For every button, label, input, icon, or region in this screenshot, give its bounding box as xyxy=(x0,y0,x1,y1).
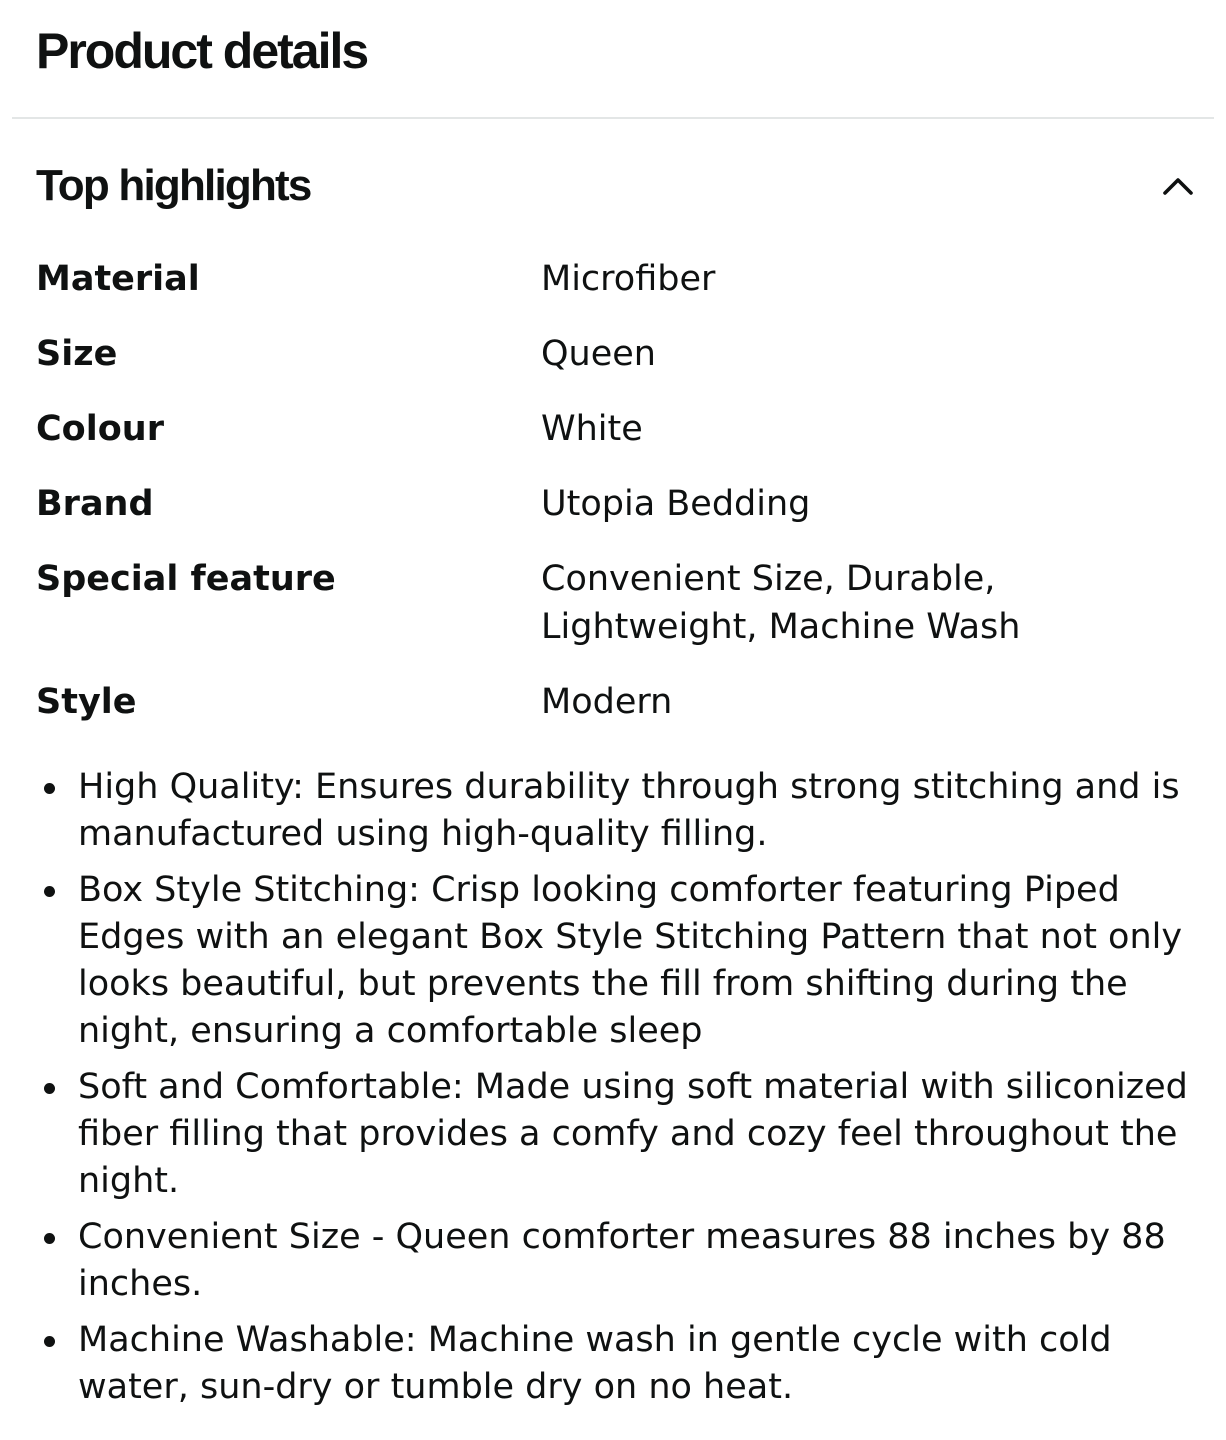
highlights-bullet-list xyxy=(78,764,1203,1420)
spec-row xyxy=(36,405,1196,480)
spec-row xyxy=(36,555,1196,678)
section-title: Top highlights xyxy=(36,161,311,210)
spec-value: Queen xyxy=(541,334,656,374)
spec-value: Convenient Size, Durable, Lightweight, Machine Wash xyxy=(541,559,1021,647)
spec-label: Brand xyxy=(36,484,154,524)
spec-label: Special feature xyxy=(36,559,336,599)
page-title: Product details xyxy=(36,23,368,79)
spec-value: Utopia Bedding xyxy=(541,484,811,524)
list-item xyxy=(78,764,1203,858)
top-highlights-toggle[interactable] xyxy=(36,158,1196,214)
spec-row xyxy=(36,480,1196,555)
section-divider xyxy=(12,117,1214,119)
chevron-up-icon[interactable] xyxy=(1160,168,1196,204)
list-item xyxy=(78,1214,1203,1308)
bullet-text: High Quality: Ensures durability through strong stitching and is manufactured using high-quality filling. xyxy=(78,767,1180,854)
bullet-dot-icon xyxy=(44,783,55,794)
bullet-text: Soft and Comfortable: Made using soft material with siliconized fiber filling that provides a comfy and cozy feel throughout the night. xyxy=(78,1067,1188,1201)
bullet-dot-icon xyxy=(44,1336,55,1347)
spec-value: White xyxy=(541,409,643,449)
spec-value: Microfiber xyxy=(541,259,716,299)
bullet-dot-icon xyxy=(44,1233,55,1244)
bullet-dot-icon xyxy=(44,1083,55,1094)
list-item xyxy=(78,1064,1203,1205)
spec-label: Style xyxy=(36,682,137,722)
spec-table xyxy=(36,255,1196,738)
spec-row xyxy=(36,330,1196,405)
bullet-dot-icon xyxy=(44,886,55,897)
bullet-text: Machine Washable: Machine wash in gentle cycle with cold water, sun-dry or tumble dry on no heat. xyxy=(78,1320,1112,1407)
spec-value: Modern xyxy=(541,682,673,722)
bullet-text: Convenient Size - Queen comforter measures 88 inches by 88 inches. xyxy=(78,1217,1166,1304)
list-item xyxy=(78,867,1203,1055)
spec-label: Material xyxy=(36,259,200,299)
list-item xyxy=(78,1317,1203,1411)
spec-row xyxy=(36,678,1196,738)
spec-row xyxy=(36,255,1196,330)
bullet-text: Box Style Stitching: Crisp looking comforter featuring Piped Edges with an elegant Box Style Stitching Pattern that not only looks beautiful, but prevents the fill from shifting during the night, ensuring a comfortable sleep xyxy=(78,870,1183,1051)
spec-label: Size xyxy=(36,334,118,374)
spec-label: Colour xyxy=(36,409,164,449)
